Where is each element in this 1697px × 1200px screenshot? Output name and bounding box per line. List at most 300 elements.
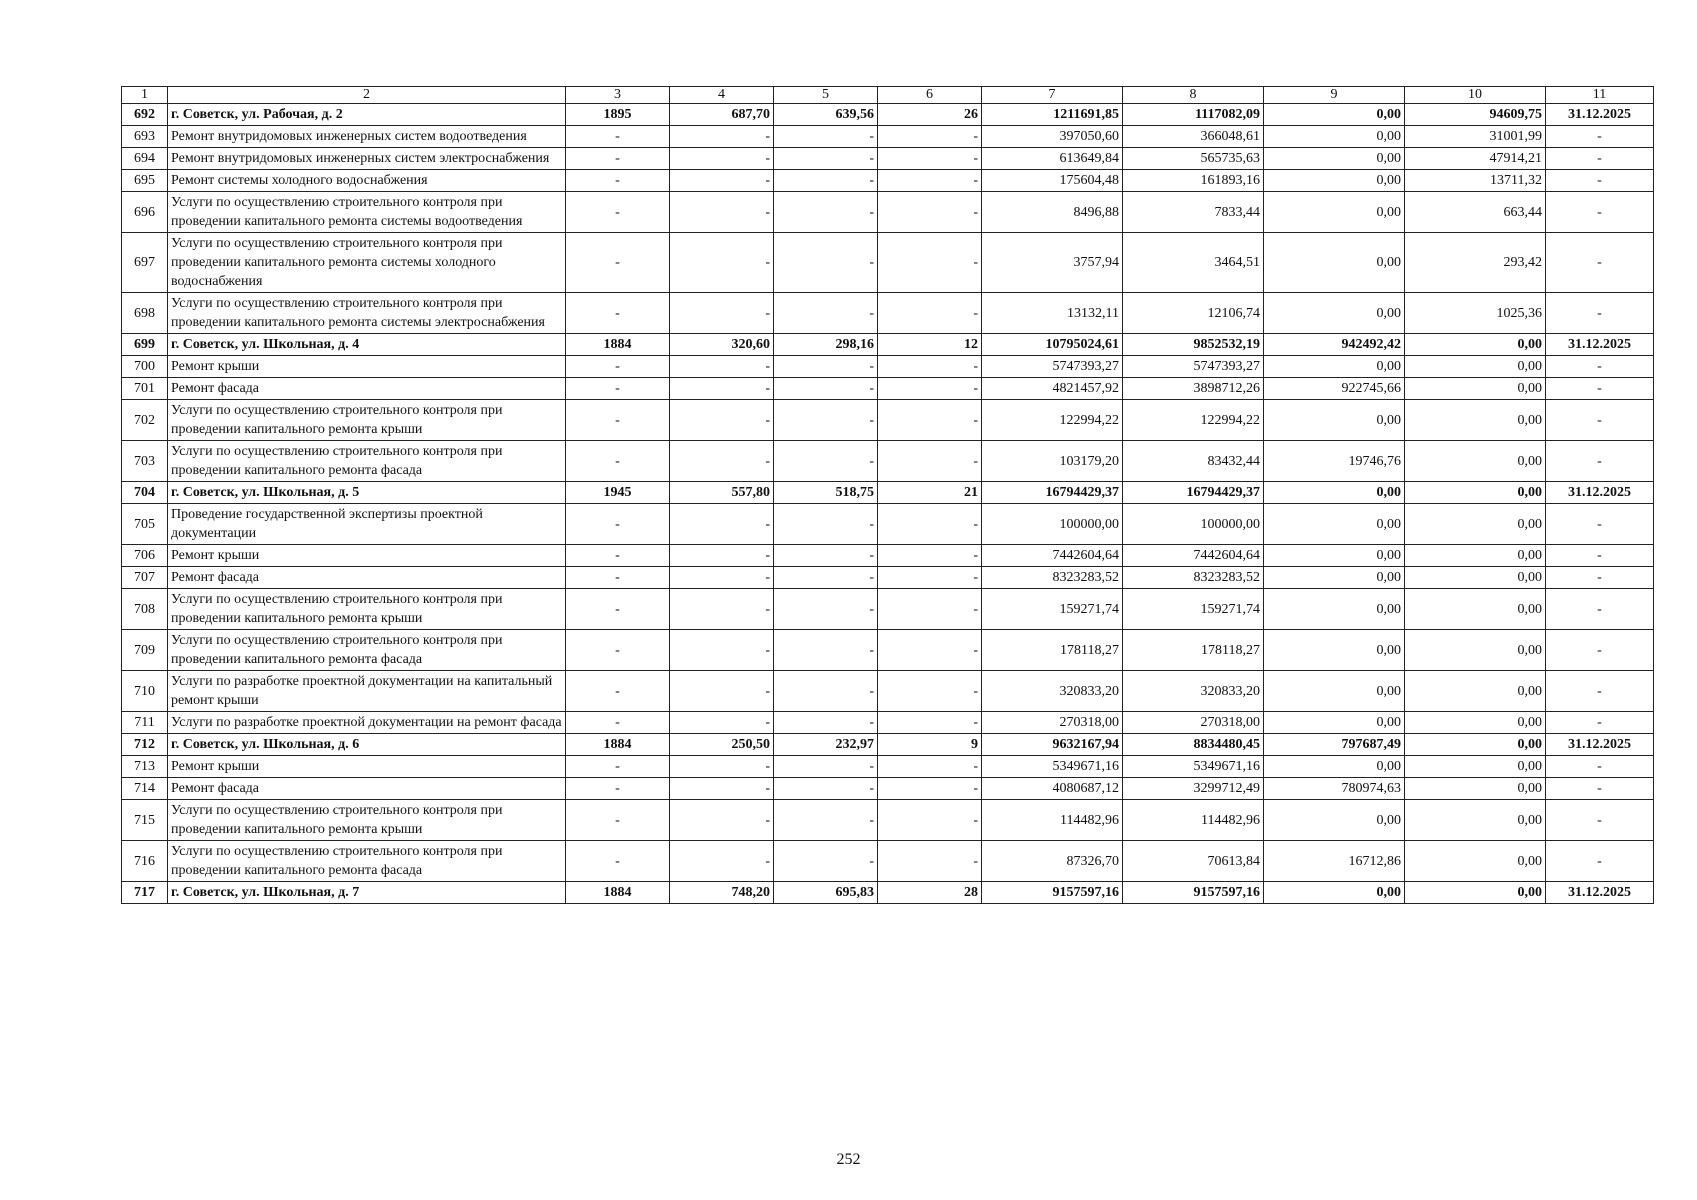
- fund-cost-cell: 12106,74: [1123, 293, 1264, 334]
- row-number-cell: 702: [122, 400, 168, 441]
- fund-cost-cell: 7442604,64: [1123, 545, 1264, 567]
- fund-cost-cell: 100000,00: [1123, 504, 1264, 545]
- deadline-cell: -: [1546, 630, 1654, 671]
- total-area-cell: -: [670, 441, 774, 482]
- fund-cost-cell: 83432,44: [1123, 441, 1264, 482]
- row-number-cell: 708: [122, 589, 168, 630]
- total-cost-cell: 270318,00: [982, 712, 1123, 734]
- fund-cost-cell: 5747393,27: [1123, 356, 1264, 378]
- work-row: [122, 356, 1654, 378]
- year-cell: -: [566, 378, 670, 400]
- work-name-cell: Услуги по разработке проектной документации на ремонт фасада: [168, 712, 566, 734]
- living-area-cell: -: [774, 841, 878, 882]
- deadline-cell: -: [1546, 841, 1654, 882]
- owner-funds-cell: 0,00: [1405, 841, 1546, 882]
- living-area-cell: -: [774, 778, 878, 800]
- year-cell: -: [566, 192, 670, 233]
- work-name-cell: Услуги по осуществлению строительного контроля при проведении капитального ремонта системы электроснабжения: [168, 293, 566, 334]
- residents-cell: -: [878, 400, 982, 441]
- owner-funds-cell: 13711,32: [1405, 170, 1546, 192]
- address-row: [122, 482, 1654, 504]
- deadline-cell: -: [1546, 712, 1654, 734]
- other-source-cell: 19746,76: [1264, 441, 1405, 482]
- work-name-cell: Услуги по осуществлению строительного контроля при проведении капитального ремонта системы водоотведения: [168, 192, 566, 233]
- work-name-cell: г. Советск, ул. Школьная, д. 7: [168, 882, 566, 904]
- living-area-cell: -: [774, 233, 878, 293]
- total-area-cell: -: [670, 630, 774, 671]
- year-cell: -: [566, 630, 670, 671]
- work-name-cell: Ремонт крыши: [168, 545, 566, 567]
- column-number-row: [122, 87, 1654, 104]
- deadline-cell: -: [1546, 671, 1654, 712]
- address-row: [122, 334, 1654, 356]
- total-cost-cell: 159271,74: [982, 589, 1123, 630]
- work-row: [122, 233, 1654, 293]
- total-area-cell: -: [670, 800, 774, 841]
- residents-cell: -: [878, 233, 982, 293]
- residents-cell: -: [878, 170, 982, 192]
- living-area-cell: 639,56: [774, 104, 878, 126]
- work-row: [122, 192, 1654, 233]
- other-source-cell: 797687,49: [1264, 734, 1405, 756]
- living-area-cell: -: [774, 356, 878, 378]
- table-body: [122, 87, 1654, 904]
- total-area-cell: -: [670, 400, 774, 441]
- work-name-cell: Ремонт фасада: [168, 378, 566, 400]
- other-source-cell: 0,00: [1264, 756, 1405, 778]
- other-source-cell: 0,00: [1264, 148, 1405, 170]
- owner-funds-cell: 0,00: [1405, 356, 1546, 378]
- fund-cost-cell: 366048,61: [1123, 126, 1264, 148]
- year-cell: -: [566, 756, 670, 778]
- work-row: [122, 400, 1654, 441]
- work-name-cell: Услуги по осуществлению строительного контроля при проведении капитального ремонта фасада: [168, 841, 566, 882]
- owner-funds-cell: 1025,36: [1405, 293, 1546, 334]
- residents-cell: -: [878, 192, 982, 233]
- year-cell: -: [566, 712, 670, 734]
- work-row: [122, 504, 1654, 545]
- deadline-cell: -: [1546, 192, 1654, 233]
- row-number-cell: 707: [122, 567, 168, 589]
- row-number-cell: 716: [122, 841, 168, 882]
- total-area-cell: -: [670, 778, 774, 800]
- living-area-cell: -: [774, 567, 878, 589]
- row-number-cell: 706: [122, 545, 168, 567]
- row-number-cell: 698: [122, 293, 168, 334]
- total-cost-cell: 7442604,64: [982, 545, 1123, 567]
- deadline-cell: -: [1546, 778, 1654, 800]
- owner-funds-cell: 47914,21: [1405, 148, 1546, 170]
- total-area-cell: -: [670, 126, 774, 148]
- other-source-cell: 0,00: [1264, 545, 1405, 567]
- address-row: [122, 104, 1654, 126]
- work-name-cell: Услуги по разработке проектной документации на капитальный ремонт крыши: [168, 671, 566, 712]
- residents-cell: -: [878, 293, 982, 334]
- total-cost-cell: 100000,00: [982, 504, 1123, 545]
- work-name-cell: Проведение государственной экспертизы проектной документации: [168, 504, 566, 545]
- fund-cost-cell: 8834480,45: [1123, 734, 1264, 756]
- column-header: 10: [1405, 87, 1546, 104]
- work-name-cell: Услуги по осуществлению строительного контроля при проведении капитального ремонта крыши: [168, 800, 566, 841]
- work-row: [122, 170, 1654, 192]
- deadline-cell: -: [1546, 589, 1654, 630]
- living-area-cell: -: [774, 400, 878, 441]
- living-area-cell: -: [774, 800, 878, 841]
- work-row: [122, 756, 1654, 778]
- total-cost-cell: 9632167,94: [982, 734, 1123, 756]
- total-area-cell: -: [670, 712, 774, 734]
- work-row: [122, 293, 1654, 334]
- other-source-cell: 0,00: [1264, 882, 1405, 904]
- column-header: 9: [1264, 87, 1405, 104]
- fund-cost-cell: 16794429,37: [1123, 482, 1264, 504]
- total-area-cell: -: [670, 756, 774, 778]
- column-header: 6: [878, 87, 982, 104]
- year-cell: -: [566, 545, 670, 567]
- total-cost-cell: 103179,20: [982, 441, 1123, 482]
- deadline-cell: -: [1546, 504, 1654, 545]
- year-cell: 1884: [566, 734, 670, 756]
- living-area-cell: -: [774, 192, 878, 233]
- work-name-cell: Услуги по осуществлению строительного контроля при проведении капитального ремонта крыши: [168, 589, 566, 630]
- year-cell: 1884: [566, 882, 670, 904]
- deadline-cell: 31.12.2025: [1546, 334, 1654, 356]
- deadline-cell: -: [1546, 356, 1654, 378]
- work-row: [122, 778, 1654, 800]
- row-number-cell: 697: [122, 233, 168, 293]
- work-row: [122, 589, 1654, 630]
- fund-cost-cell: 565735,63: [1123, 148, 1264, 170]
- column-header: 1: [122, 87, 168, 104]
- work-name-cell: Услуги по осуществлению строительного контроля при проведении капитального ремонта фасада: [168, 441, 566, 482]
- page-number: 252: [836, 1151, 861, 1168]
- column-header: 8: [1123, 87, 1264, 104]
- total-cost-cell: 122994,22: [982, 400, 1123, 441]
- living-area-cell: -: [774, 589, 878, 630]
- year-cell: -: [566, 126, 670, 148]
- deadline-cell: 31.12.2025: [1546, 734, 1654, 756]
- deadline-cell: -: [1546, 170, 1654, 192]
- row-number-cell: 710: [122, 671, 168, 712]
- residents-cell: -: [878, 671, 982, 712]
- row-number-cell: 712: [122, 734, 168, 756]
- total-area-cell: 557,80: [670, 482, 774, 504]
- residents-cell: -: [878, 545, 982, 567]
- other-source-cell: 0,00: [1264, 233, 1405, 293]
- residents-cell: 9: [878, 734, 982, 756]
- total-area-cell: -: [670, 148, 774, 170]
- residents-cell: -: [878, 778, 982, 800]
- owner-funds-cell: 0,00: [1405, 334, 1546, 356]
- total-area-cell: 687,70: [670, 104, 774, 126]
- living-area-cell: -: [774, 756, 878, 778]
- other-source-cell: 0,00: [1264, 170, 1405, 192]
- row-number-cell: 704: [122, 482, 168, 504]
- column-header: 5: [774, 87, 878, 104]
- year-cell: -: [566, 778, 670, 800]
- row-number-cell: 711: [122, 712, 168, 734]
- deadline-cell: -: [1546, 567, 1654, 589]
- other-source-cell: 0,00: [1264, 504, 1405, 545]
- living-area-cell: -: [774, 378, 878, 400]
- residents-cell: -: [878, 630, 982, 671]
- work-name-cell: Ремонт внутридомовых инженерных систем электроснабжения: [168, 148, 566, 170]
- work-name-cell: Ремонт системы холодного водоснабжения: [168, 170, 566, 192]
- total-cost-cell: 178118,27: [982, 630, 1123, 671]
- total-area-cell: -: [670, 170, 774, 192]
- fund-cost-cell: 3898712,26: [1123, 378, 1264, 400]
- residents-cell: -: [878, 356, 982, 378]
- work-row: [122, 126, 1654, 148]
- deadline-cell: -: [1546, 148, 1654, 170]
- work-name-cell: г. Советск, ул. Школьная, д. 4: [168, 334, 566, 356]
- column-header: 3: [566, 87, 670, 104]
- work-name-cell: Услуги по осуществлению строительного контроля при проведении капитального ремонта крыши: [168, 400, 566, 441]
- owner-funds-cell: 663,44: [1405, 192, 1546, 233]
- row-number-cell: 714: [122, 778, 168, 800]
- owner-funds-cell: 0,00: [1405, 378, 1546, 400]
- year-cell: -: [566, 356, 670, 378]
- year-cell: -: [566, 233, 670, 293]
- year-cell: 1884: [566, 334, 670, 356]
- living-area-cell: -: [774, 630, 878, 671]
- living-area-cell: 298,16: [774, 334, 878, 356]
- work-name-cell: Услуги по осуществлению строительного контроля при проведении капитального ремонта системы холодного водоснабжения: [168, 233, 566, 293]
- residents-cell: 12: [878, 334, 982, 356]
- year-cell: -: [566, 589, 670, 630]
- residents-cell: -: [878, 378, 982, 400]
- total-cost-cell: 8323283,52: [982, 567, 1123, 589]
- row-number-cell: 709: [122, 630, 168, 671]
- year-cell: -: [566, 504, 670, 545]
- row-number-cell: 699: [122, 334, 168, 356]
- total-area-cell: 250,50: [670, 734, 774, 756]
- column-header: 4: [670, 87, 774, 104]
- owner-funds-cell: 0,00: [1405, 712, 1546, 734]
- total-cost-cell: 5349671,16: [982, 756, 1123, 778]
- total-cost-cell: 4080687,12: [982, 778, 1123, 800]
- work-row: [122, 567, 1654, 589]
- residents-cell: -: [878, 800, 982, 841]
- row-number-cell: 701: [122, 378, 168, 400]
- work-name-cell: г. Советск, ул. Школьная, д. 5: [168, 482, 566, 504]
- deadline-cell: 31.12.2025: [1546, 104, 1654, 126]
- fund-cost-cell: 8323283,52: [1123, 567, 1264, 589]
- column-header: 7: [982, 87, 1123, 104]
- other-source-cell: 0,00: [1264, 192, 1405, 233]
- total-cost-cell: 3757,94: [982, 233, 1123, 293]
- total-area-cell: -: [670, 378, 774, 400]
- fund-cost-cell: 9852532,19: [1123, 334, 1264, 356]
- owner-funds-cell: 0,00: [1405, 778, 1546, 800]
- address-row: [122, 734, 1654, 756]
- deadline-cell: -: [1546, 400, 1654, 441]
- work-row: [122, 148, 1654, 170]
- living-area-cell: -: [774, 441, 878, 482]
- year-cell: -: [566, 567, 670, 589]
- living-area-cell: -: [774, 126, 878, 148]
- row-number-cell: 703: [122, 441, 168, 482]
- deadline-cell: -: [1546, 756, 1654, 778]
- fund-cost-cell: 159271,74: [1123, 589, 1264, 630]
- total-area-cell: -: [670, 589, 774, 630]
- other-source-cell: 0,00: [1264, 482, 1405, 504]
- work-row: [122, 671, 1654, 712]
- owner-funds-cell: 0,00: [1405, 800, 1546, 841]
- total-cost-cell: 5747393,27: [982, 356, 1123, 378]
- row-number-cell: 695: [122, 170, 168, 192]
- living-area-cell: -: [774, 293, 878, 334]
- residents-cell: -: [878, 712, 982, 734]
- residents-cell: 28: [878, 882, 982, 904]
- work-name-cell: Ремонт фасада: [168, 778, 566, 800]
- living-area-cell: 232,97: [774, 734, 878, 756]
- living-area-cell: 518,75: [774, 482, 878, 504]
- living-area-cell: -: [774, 170, 878, 192]
- deadline-cell: 31.12.2025: [1546, 482, 1654, 504]
- total-cost-cell: 4821457,92: [982, 378, 1123, 400]
- other-source-cell: 780974,63: [1264, 778, 1405, 800]
- other-source-cell: 0,00: [1264, 589, 1405, 630]
- fund-cost-cell: 270318,00: [1123, 712, 1264, 734]
- residents-cell: -: [878, 756, 982, 778]
- total-area-cell: -: [670, 841, 774, 882]
- year-cell: -: [566, 841, 670, 882]
- total-cost-cell: 175604,48: [982, 170, 1123, 192]
- owner-funds-cell: 0,00: [1405, 734, 1546, 756]
- other-source-cell: 0,00: [1264, 800, 1405, 841]
- owner-funds-cell: 0,00: [1405, 504, 1546, 545]
- owner-funds-cell: 0,00: [1405, 482, 1546, 504]
- total-cost-cell: 8496,88: [982, 192, 1123, 233]
- total-cost-cell: 87326,70: [982, 841, 1123, 882]
- total-area-cell: 748,20: [670, 882, 774, 904]
- owner-funds-cell: 0,00: [1405, 441, 1546, 482]
- deadline-cell: -: [1546, 441, 1654, 482]
- fund-cost-cell: 161893,16: [1123, 170, 1264, 192]
- deadline-cell: 31.12.2025: [1546, 882, 1654, 904]
- total-area-cell: -: [670, 567, 774, 589]
- row-number-cell: 715: [122, 800, 168, 841]
- total-cost-cell: 16794429,37: [982, 482, 1123, 504]
- total-area-cell: -: [670, 293, 774, 334]
- owner-funds-cell: 293,42: [1405, 233, 1546, 293]
- other-source-cell: 922745,66: [1264, 378, 1405, 400]
- other-source-cell: 0,00: [1264, 126, 1405, 148]
- work-name-cell: Ремонт внутридомовых инженерных систем водоотведения: [168, 126, 566, 148]
- other-source-cell: 0,00: [1264, 567, 1405, 589]
- total-cost-cell: 613649,84: [982, 148, 1123, 170]
- total-cost-cell: 320833,20: [982, 671, 1123, 712]
- total-area-cell: -: [670, 356, 774, 378]
- row-number-cell: 694: [122, 148, 168, 170]
- residents-cell: -: [878, 148, 982, 170]
- year-cell: -: [566, 170, 670, 192]
- other-source-cell: 0,00: [1264, 712, 1405, 734]
- year-cell: -: [566, 400, 670, 441]
- total-cost-cell: 9157597,16: [982, 882, 1123, 904]
- owner-funds-cell: 0,00: [1405, 545, 1546, 567]
- owner-funds-cell: 0,00: [1405, 400, 1546, 441]
- other-source-cell: 0,00: [1264, 400, 1405, 441]
- residents-cell: -: [878, 841, 982, 882]
- owner-funds-cell: 0,00: [1405, 882, 1546, 904]
- other-source-cell: 0,00: [1264, 356, 1405, 378]
- work-row: [122, 841, 1654, 882]
- work-row: [122, 378, 1654, 400]
- row-number-cell: 696: [122, 192, 168, 233]
- residents-cell: 21: [878, 482, 982, 504]
- row-number-cell: 705: [122, 504, 168, 545]
- row-number-cell: 692: [122, 104, 168, 126]
- work-name-cell: Ремонт фасада: [168, 567, 566, 589]
- owner-funds-cell: 0,00: [1405, 567, 1546, 589]
- fund-cost-cell: 320833,20: [1123, 671, 1264, 712]
- total-cost-cell: 13132,11: [982, 293, 1123, 334]
- residents-cell: 26: [878, 104, 982, 126]
- year-cell: 1895: [566, 104, 670, 126]
- fund-cost-cell: 70613,84: [1123, 841, 1264, 882]
- work-name-cell: Ремонт крыши: [168, 756, 566, 778]
- total-area-cell: -: [670, 671, 774, 712]
- owner-funds-cell: 0,00: [1405, 630, 1546, 671]
- deadline-cell: -: [1546, 233, 1654, 293]
- total-cost-cell: 114482,96: [982, 800, 1123, 841]
- fund-cost-cell: 3464,51: [1123, 233, 1264, 293]
- residents-cell: -: [878, 567, 982, 589]
- other-source-cell: 16712,86: [1264, 841, 1405, 882]
- residents-cell: -: [878, 504, 982, 545]
- fund-cost-cell: 5349671,16: [1123, 756, 1264, 778]
- other-source-cell: 0,00: [1264, 630, 1405, 671]
- living-area-cell: -: [774, 545, 878, 567]
- register-table: [121, 86, 1654, 904]
- work-name-cell: Ремонт крыши: [168, 356, 566, 378]
- work-name-cell: Услуги по осуществлению строительного контроля при проведении капитального ремонта фасада: [168, 630, 566, 671]
- residents-cell: -: [878, 126, 982, 148]
- column-header: 2: [168, 87, 566, 104]
- work-row: [122, 712, 1654, 734]
- total-area-cell: -: [670, 545, 774, 567]
- owner-funds-cell: 0,00: [1405, 589, 1546, 630]
- total-cost-cell: 10795024,61: [982, 334, 1123, 356]
- work-row: [122, 630, 1654, 671]
- other-source-cell: 942492,42: [1264, 334, 1405, 356]
- total-cost-cell: 1211691,85: [982, 104, 1123, 126]
- year-cell: -: [566, 800, 670, 841]
- residents-cell: -: [878, 589, 982, 630]
- year-cell: -: [566, 671, 670, 712]
- total-area-cell: 320,60: [670, 334, 774, 356]
- work-row: [122, 800, 1654, 841]
- fund-cost-cell: 7833,44: [1123, 192, 1264, 233]
- work-row: [122, 441, 1654, 482]
- owner-funds-cell: 31001,99: [1405, 126, 1546, 148]
- address-row: [122, 882, 1654, 904]
- fund-cost-cell: 3299712,49: [1123, 778, 1264, 800]
- living-area-cell: -: [774, 504, 878, 545]
- living-area-cell: -: [774, 148, 878, 170]
- total-area-cell: -: [670, 504, 774, 545]
- deadline-cell: -: [1546, 378, 1654, 400]
- work-name-cell: г. Советск, ул. Рабочая, д. 2: [168, 104, 566, 126]
- year-cell: 1945: [566, 482, 670, 504]
- work-name-cell: г. Советск, ул. Школьная, д. 6: [168, 734, 566, 756]
- row-number-cell: 700: [122, 356, 168, 378]
- residents-cell: -: [878, 441, 982, 482]
- fund-cost-cell: 122994,22: [1123, 400, 1264, 441]
- fund-cost-cell: 178118,27: [1123, 630, 1264, 671]
